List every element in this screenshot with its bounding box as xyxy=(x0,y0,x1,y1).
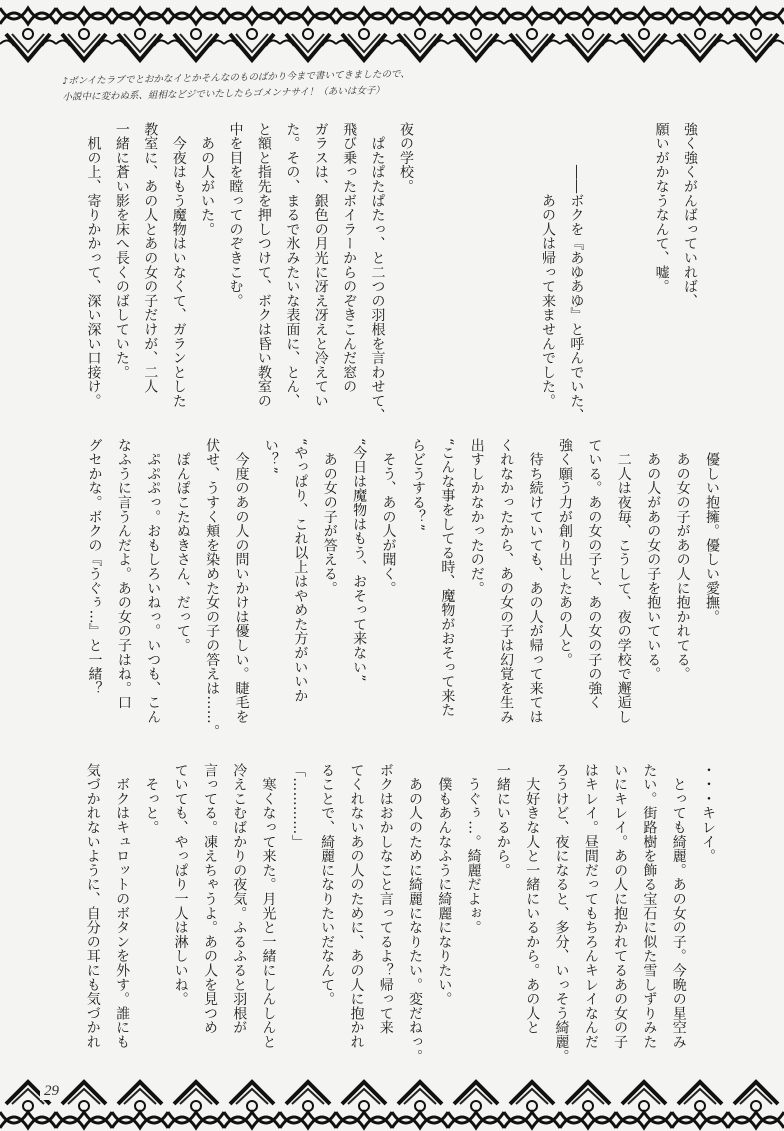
text-column: 強く強くがんばっていれば、 xyxy=(682,122,698,308)
text-column: ボクはおかしなこと言ってるよ？帰って来 xyxy=(377,763,394,1035)
text-column: 気づかれないように、自分の耳にも気づかれ xyxy=(84,763,101,1049)
text-column: いにキレイ。あの人に抱かれてるあの女の子 xyxy=(612,763,629,1049)
text-block-lower xyxy=(77,763,722,1093)
text-column: あの人は帰って来ませんでした。 xyxy=(539,122,556,408)
text-column xyxy=(448,122,476,422)
text-column: 出すしかなかったのだ。 xyxy=(468,438,485,596)
text-column: あの人のために綺麗になりたい。変だねっ。 xyxy=(407,763,424,1064)
text-column: たい。街路樹を飾る宝石に似た雪しずりみた xyxy=(641,763,658,1049)
text-column: 中を目を瞠ってのぞきこむ。 xyxy=(227,122,244,308)
text-column: 伏せ、うすく頬を染めた女の子の答えは……。 xyxy=(204,438,221,739)
text-column: そう、あの人が聞く。 xyxy=(380,438,397,596)
text-column: 教室に、あの人とあの女の子だけが、二人 xyxy=(142,122,159,394)
text-column: あの女の子が答える。 xyxy=(321,438,338,596)
text-column xyxy=(590,122,618,422)
text-column: と額と指先を押しつけて、ボクは昏い教室の xyxy=(255,122,272,408)
text-column: あの人がいた。 xyxy=(199,122,216,237)
text-column: ・・・キレイ。 xyxy=(700,763,716,864)
text-column: なふうに言うんだよ。あの女の子はね。口 xyxy=(115,438,132,710)
text-column: らどうする？” xyxy=(409,438,426,532)
text-column: ている。あの女の子と、あの女の子の強く xyxy=(586,438,603,710)
text-column xyxy=(505,122,533,422)
text-column: 待ち続けていても、あの人が帰って来ては xyxy=(527,438,544,724)
text-column: 一緒にいるから。 xyxy=(494,763,511,878)
text-column: 僕もあんなふうに綺麗になりたい。 xyxy=(436,763,453,1007)
text-column: い？” xyxy=(262,438,279,475)
text-column: 願いがかなうなんて、嘘。 xyxy=(653,122,670,294)
text-column: 今度のあの人の問いかけは優しい。睫毛を xyxy=(233,438,250,724)
text-column: 二人は夜毎、こうして、夜の学校で邂逅し xyxy=(615,438,632,724)
text-column: ――ボクを『あゆあゆ』と呼んでいた、 xyxy=(568,122,585,423)
text-column: 優しい抱擁。優しい愛撫。 xyxy=(704,438,720,624)
text-column: あの人があの女の子を抱いている。 xyxy=(645,438,662,682)
text-column: そっと。 xyxy=(143,763,160,835)
text-block-middle xyxy=(79,438,726,738)
text-block-upper xyxy=(79,122,704,422)
text-column: ボクはキュロットのボタンを外す。誰にも xyxy=(114,763,131,1049)
handwritten-author-note xyxy=(62,67,410,106)
text-column: あの女の子があの人に抱かれてる。 xyxy=(674,438,691,682)
text-column: “今日は魔物はもう、おそって来ない” xyxy=(351,438,368,682)
text-column: ぷぷぷっ。おもしろいねっ。いつも、こん xyxy=(145,438,162,724)
decorative-border-bottom xyxy=(0,1078,784,1131)
text-column: 寒くなって来た。月光と一緒にしんしんと xyxy=(260,763,277,1049)
text-column: はキレイ。昼間だってもちろんキレイなんだ xyxy=(582,763,599,1049)
text-column: くれなかったから、あの女の子は幻覚を生み xyxy=(498,438,515,724)
text-column: 強く願う力が創り出したあの人と。 xyxy=(556,438,573,667)
text-column: た。その、まるで氷みたいな表面に、とん、 xyxy=(284,122,301,408)
text-column: グセかな。ボクの『うぐぅ…』と一緒？ xyxy=(86,438,103,696)
text-column: 「…………」 xyxy=(289,763,306,849)
text-column: 机の上、寄りかかって、深い深い口接け。 xyxy=(85,122,102,408)
text-column: とっても綺麗。あの女の子。今晩の星空み xyxy=(670,763,687,1049)
text-column: ることで、綺麗になりたいだなんて。 xyxy=(319,763,336,1007)
text-column: ぽんぽこたぬきさん、だって。 xyxy=(174,438,191,653)
text-column: ていても、やっぱり一人は淋しいね。 xyxy=(172,763,189,1007)
text-column: 一緒に蒼い影を床へ長くのばしていた。 xyxy=(113,122,130,380)
text-column: 言ってる。凍えちゃうよ。あの人を見つめ xyxy=(201,763,218,1035)
text-column: 飛び乗ったボイラーからのぞきこんだ窓の xyxy=(341,122,358,394)
page-number: 29 xyxy=(40,1082,63,1100)
text-column: ぱたぱたぱたっ、と二つの羽根を言わせて、 xyxy=(369,122,386,423)
text-column: うぐぅ…。綺麗だよぉ。 xyxy=(465,763,482,935)
text-column: “こんな事をしてる時、魔物がおそって来た xyxy=(439,438,456,718)
text-column: 夜の学校。 xyxy=(397,122,414,194)
text-column: “やっぱり、これ以上はやめた方がいいか xyxy=(292,438,309,703)
note-line-2: 小説中に変わぬ系、組相などジでいたしたらゴメンナサイ！（あいは女子） xyxy=(62,85,385,103)
text-column: ガラスは、銀色の月光に冴え冴えと冷えてい xyxy=(312,122,329,408)
text-column: 今夜はもう魔物はいなくて、ガランとした xyxy=(170,122,187,408)
text-column xyxy=(420,122,448,422)
text-column: ろうけど、夜になると、多分、いっそう綺麗。 xyxy=(553,763,570,1064)
decorative-border-top xyxy=(0,0,784,66)
text-column xyxy=(477,122,505,422)
note-line-1: ♪ボンイたラブでとおかなイとかそんなのものばかり今まで書いてきましたので、 xyxy=(62,68,410,87)
text-column xyxy=(619,122,647,422)
text-column: てくれないあの人のために、あの人に抱かれ xyxy=(348,763,365,1049)
text-column: 大好きな人と一緒にいるから。あの人と xyxy=(524,763,541,1035)
text-column: 冷えこむばかりの夜気。ふるふると羽根が xyxy=(231,763,248,1035)
